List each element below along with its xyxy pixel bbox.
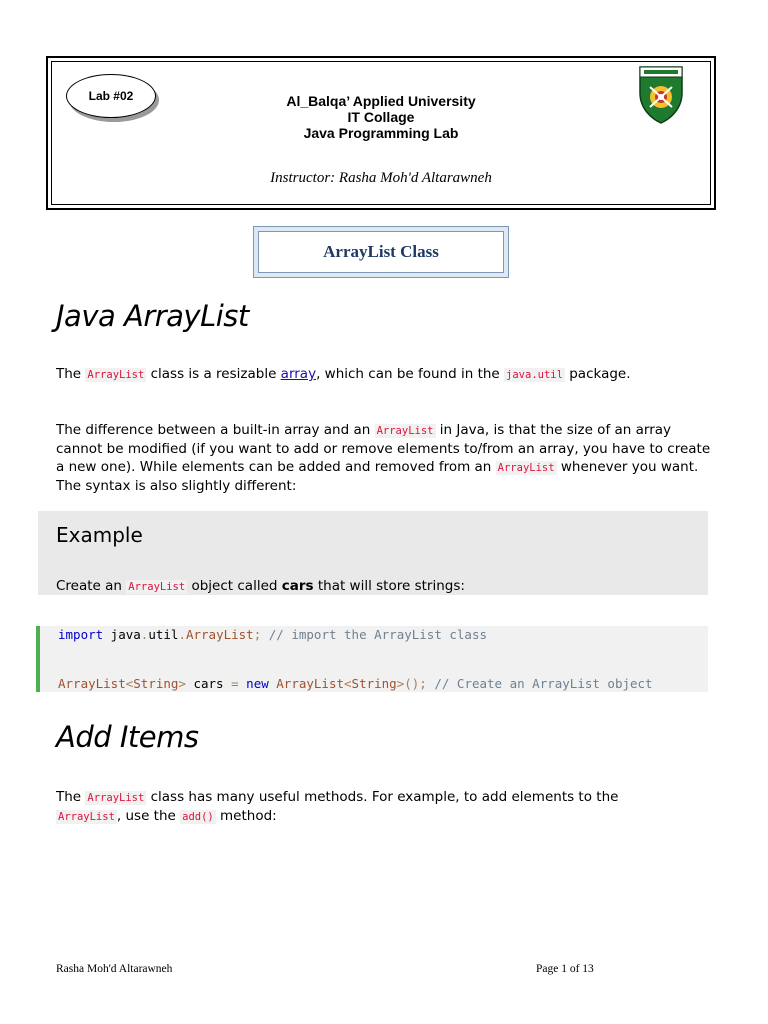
code-token: > — [396, 676, 405, 691]
text: The — [56, 366, 86, 382]
text: package. — [564, 366, 631, 382]
text: class has many useful methods. For example, to add elements to the — [146, 789, 619, 805]
code-token: < — [125, 676, 134, 691]
code-token: ArrayList — [185, 627, 254, 642]
text: method: — [215, 808, 277, 824]
instructor-line: Instructor: Rasha Moh'd Altarawneh — [270, 170, 492, 186]
university-block — [200, 93, 562, 141]
code-comment: // Create an ArrayList object — [426, 676, 653, 691]
inline-code: add() — [182, 811, 214, 823]
inline-code: ArrayList — [497, 462, 555, 474]
text: Create an — [56, 578, 127, 594]
text: , which can be found in the — [316, 366, 505, 382]
code-token: cars — [185, 676, 232, 691]
university-name: Al_Balqa’ Applied University — [286, 93, 476, 109]
footer-author: Rasha Moh'd Altarawneh — [56, 963, 173, 975]
difference-paragraph — [56, 421, 716, 495]
code-token: String — [351, 676, 397, 691]
inline-code: ArrayList — [58, 811, 115, 823]
code-line — [58, 676, 653, 691]
code-token: > — [178, 676, 186, 691]
bold-text: cars — [281, 578, 314, 594]
array-link[interactable]: array — [280, 366, 317, 382]
example-heading: Example — [56, 523, 143, 547]
inline-code: ArrayList — [87, 369, 145, 381]
code-token: ArrayList — [276, 676, 345, 691]
example-box — [38, 511, 708, 595]
course-name: Java Programming Lab — [303, 125, 459, 141]
document-title: ArrayList Class — [258, 231, 504, 273]
inline-code: java.util — [506, 369, 563, 381]
text: The — [56, 789, 86, 805]
text: object called — [187, 578, 282, 594]
footer-page-number: Page 1 of 13 — [536, 963, 594, 975]
university-logo-icon — [636, 63, 686, 125]
lab-number-badge: Lab #02 — [66, 74, 156, 118]
inline-code: ArrayList — [128, 581, 186, 593]
example-description — [56, 577, 696, 596]
inline-code: ArrayList — [87, 792, 145, 804]
code-token: java — [103, 627, 141, 642]
code-comment: // import the ArrayList class — [261, 627, 488, 642]
intro-paragraph — [56, 365, 716, 384]
code-token: (); — [404, 676, 427, 691]
code-token: new — [238, 676, 277, 691]
text: The difference between a built-in array and an — [56, 422, 375, 438]
code-token: < — [344, 676, 352, 691]
inline-code: ArrayList — [376, 425, 434, 437]
code-token: String — [133, 676, 179, 691]
text: that will store strings: — [313, 578, 465, 594]
document-title-box — [253, 226, 509, 278]
code-token: = — [231, 676, 239, 691]
text: in Java, is that the size of an array cannot be modified (if you want to add or remove elements to/from an array, you have to create a new one). While elements can be added and removed from an — [56, 422, 711, 475]
code-token: ; — [253, 627, 262, 642]
code-token: . — [140, 627, 149, 642]
heading-java-arraylist: Java ArrayList — [56, 299, 249, 333]
text: whenever you want. The syntax is also slightly different: — [56, 459, 699, 494]
college-name: IT Collage — [347, 109, 415, 125]
heading-add-items: Add Items — [56, 720, 199, 754]
text: class is a resizable — [146, 366, 281, 382]
code-token: util — [148, 627, 179, 642]
add-items-paragraph — [56, 788, 656, 826]
code-line — [58, 627, 487, 642]
code-block — [36, 626, 708, 692]
code-token: ArrayList — [58, 676, 126, 691]
code-token: . — [178, 627, 186, 642]
text: , use the — [116, 808, 181, 824]
code-token: import — [58, 627, 104, 642]
